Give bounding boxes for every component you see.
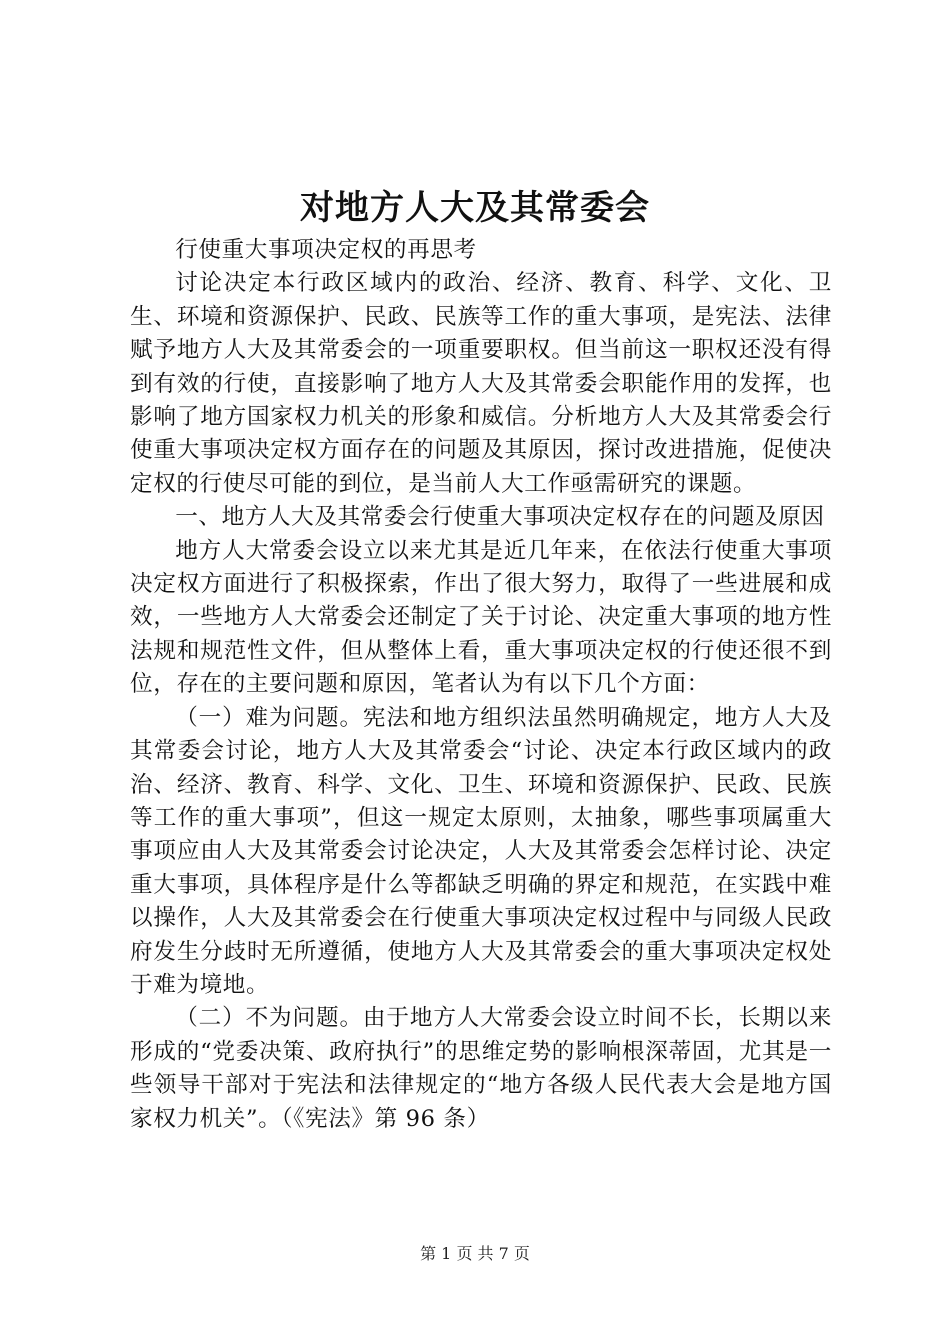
- section-heading-1: 一、地方人大及其常委会行使重大事项决定权存在的问题及原因: [175, 504, 825, 531]
- intro-paragraph: 讨论决定本行政区域内的政治、经济、教育、科学、文化、卫生、环境和资源保护、民政、民族等工作的重大事项，是宪法、法律赋予地方人大及其常委会的一项重要职权。但当前这一职权还没有得到有效的行使，直接影响了地方人大及其常委会职能作用的发挥，也影响了地方国家权力机关的形象和威信。分析地方人大及其常委会行使重大事项决定权方面存在的问题及其原因，探讨改进措施，促使决定权的行使尽可能的到位，是当前人大工作亟需研究的课题。: [130, 270, 832, 497]
- page-footer: 第 1 页 共 7 页: [420, 1244, 530, 1263]
- body-paragraph: 地方人大常委会设立以来尤其是近几年来，在依法行使重大事项决定权方面进行了积极探索，作出了很大努力，取得了一些进展和成效，一些地方人大常委会还制定了关于讨论、决定重大事项的地方性法规和规范性文件，但从整体上看，重大事项决定权的行使还很不到位，存在的主要问题和原因，笔者认为有以下几个方面：: [130, 537, 832, 698]
- body-paragraph: （二）不为问题。由于地方人大常委会设立时间不长，长期以来形成的“党委决策、政府执行”的思维定势的影响根深蒂固，尤其是一些领导干部对于宪法和法律规定的“地方各级人民代表大会是地方国家权力机关”。（《宪法》第 96 条）: [130, 1005, 832, 1132]
- document-title: 对地方人大及其常委会: [300, 188, 650, 228]
- subtitle-paragraph: 行使重大事项决定权的再思考: [175, 237, 477, 263]
- body-paragraph: （一）难为问题。宪法和地方组织法虽然明确规定，地方人大及其常委会讨论，地方人大及其常委会“讨论、决定本行政区域内的政治、经济、教育、科学、文化、卫生、环境和资源保护、民政、民族等工作的重大事项”，但这一规定太原则，太抽象，哪些事项属重大事项应由人大及其常委会讨论决定，人大及其常委会怎样讨论、决定重大事项，具体程序是什么等都缺乏明确的界定和规范，在实践中难以操作，人大及其常委会在行使重大事项决定权过程中与同级人民政府发生分歧时无所遵循，使地方人大及其常委会的重大事项决定权处于难为境地。: [130, 704, 832, 998]
- document-body: [130, 234, 832, 1136]
